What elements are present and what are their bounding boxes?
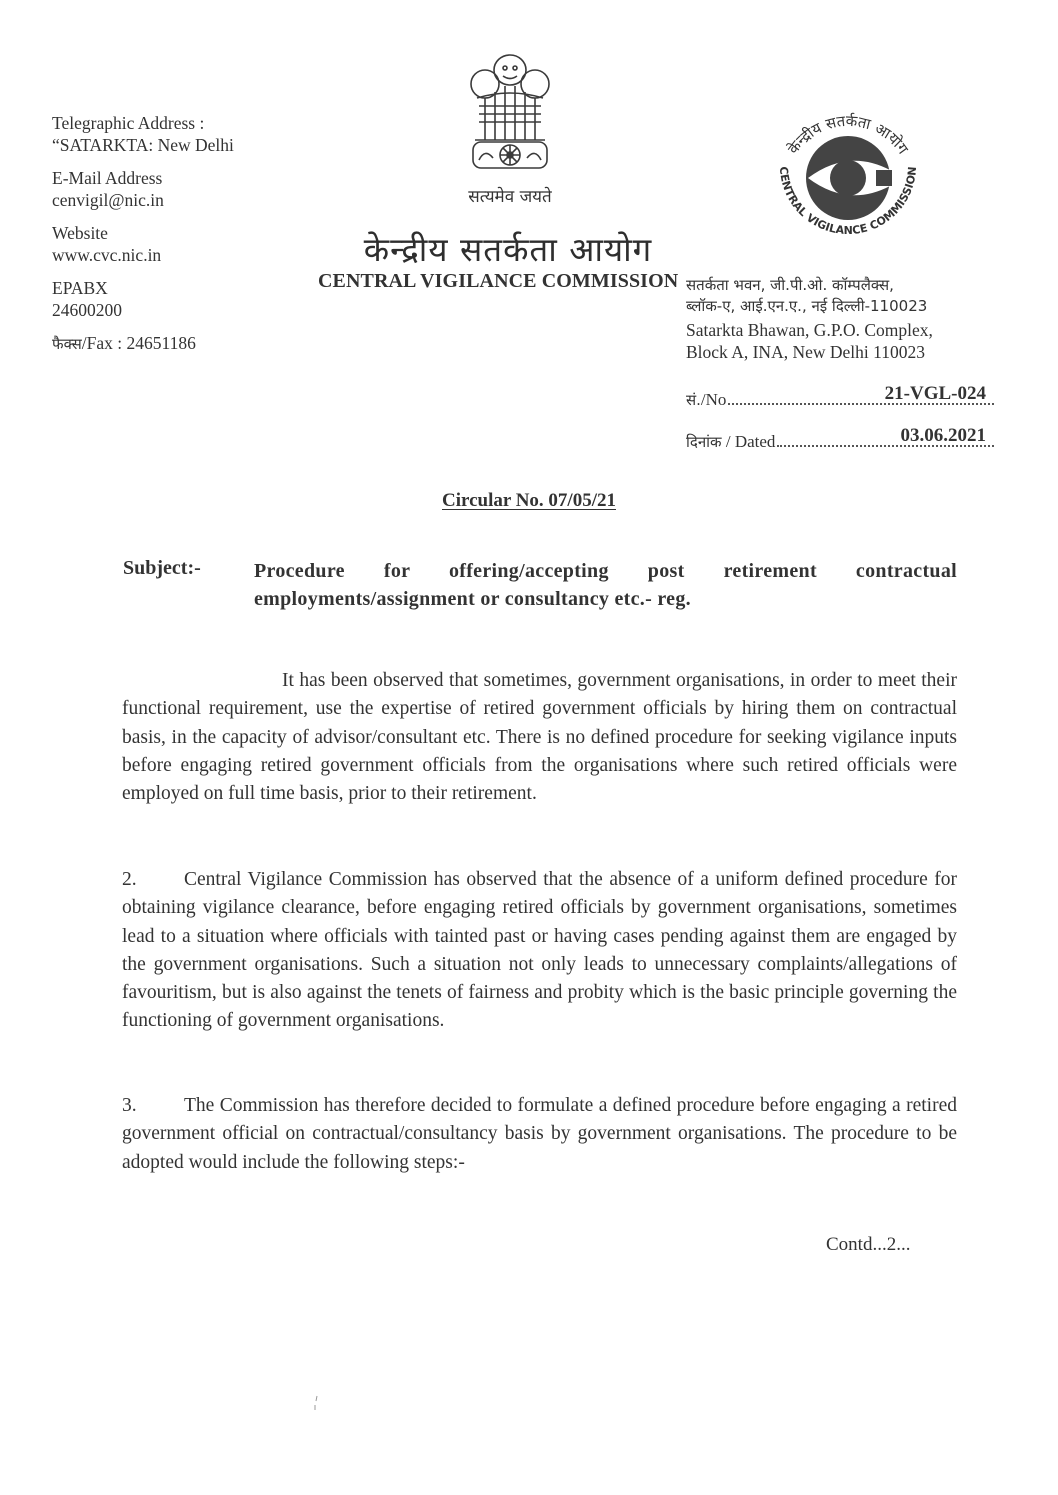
reference-number-value: 21-VGL-024 bbox=[884, 383, 986, 404]
org-name: CENTRAL VIGILANCE COMMISSION bbox=[318, 270, 679, 292]
emblem-motto: सत्यमेव जयते bbox=[468, 187, 552, 207]
logo-ring-text-hindi: केन्द्रीय सतर्कता आयोग bbox=[784, 111, 913, 158]
circular-number: Circular No. 07/05/21 bbox=[442, 490, 616, 511]
org-name-hindi: केन्द्रीय सतर्कता आयोग bbox=[363, 230, 653, 269]
office-address bbox=[686, 275, 1026, 363]
date-value: 03.06.2021 bbox=[900, 425, 986, 446]
website: Website www.cvc.nic.in bbox=[52, 223, 162, 265]
fax: फैक्स/Fax : 24651186 bbox=[52, 333, 196, 353]
cvc-eye-logo-icon bbox=[758, 96, 938, 256]
logo-ring-text: CENTRAL VIGILANCE COMMISSION bbox=[776, 165, 920, 238]
contact-block bbox=[52, 112, 292, 366]
subject-label: Subject:- bbox=[123, 557, 201, 579]
paragraph-2: 2. Central Vigilance Commission has observed that the absence of a uniform defined procedure for obtaining vigilance clearance, before engaging retired officials by government organisations, sometimes lead to a situation where officials with tainted past or having cases pending against them are engaged by the government organisations. Such a situation not only leads to unnecessary complaints/allegations of favouritism, but is also against the tenets of fairness and probity which is the basic principle governing the functioning of government organisations. bbox=[122, 869, 957, 1032]
address-line-2: Block A, INA, New Delhi 110023 bbox=[686, 342, 925, 362]
address-hindi-line-1: सतर्कता भवन, जी.पी.ओ. कॉम्पलैक्स, bbox=[686, 276, 894, 294]
email-address: E-Mail Address cenvigil@nic.in bbox=[52, 168, 164, 210]
scan-speck-icon bbox=[314, 1394, 318, 1412]
reference-number: सं./No 21-VGL-024 bbox=[686, 390, 996, 410]
address-line-1: Satarkta Bhawan, G.P.O. Complex, bbox=[686, 320, 933, 340]
continued-note: Contd...2... bbox=[826, 1234, 911, 1255]
dated: दिनांक / Dated 03.06.2021 bbox=[686, 432, 996, 452]
paragraph-3: 3. The Commission has therefore decided to formulate a defined procedure before engaging a retired government official on contractual/consultancy basis by government organisations. The procedure to be adopted would include the following steps:- bbox=[122, 1095, 957, 1173]
telegraphic-address: Telegraphic Address : “SATARKTA: New Delhi bbox=[52, 113, 234, 155]
epabx: EPABX 24600200 bbox=[52, 278, 122, 320]
address-hindi-line-2: ब्लॉक-ए, आई.एन.ए., नई दिल्ली-110023 bbox=[686, 297, 928, 315]
national-emblem-icon bbox=[455, 48, 565, 188]
subject-text: Procedure for offering/accepting post retirement contractual employments/assignment or consultancy etc.- reg. bbox=[254, 560, 957, 610]
paragraph-1: It has been observed that sometimes, government organisations, in order to meet their functional requirement, use the expertise of retired government officials by hiring them on contractual basis, in the capacity of advisor/consultant etc. There is no defined procedure for seeking vigilance inputs before engaging retired government officials from the organisations where such retired officials were employed on full time basis, prior to their retirement. bbox=[122, 670, 957, 805]
